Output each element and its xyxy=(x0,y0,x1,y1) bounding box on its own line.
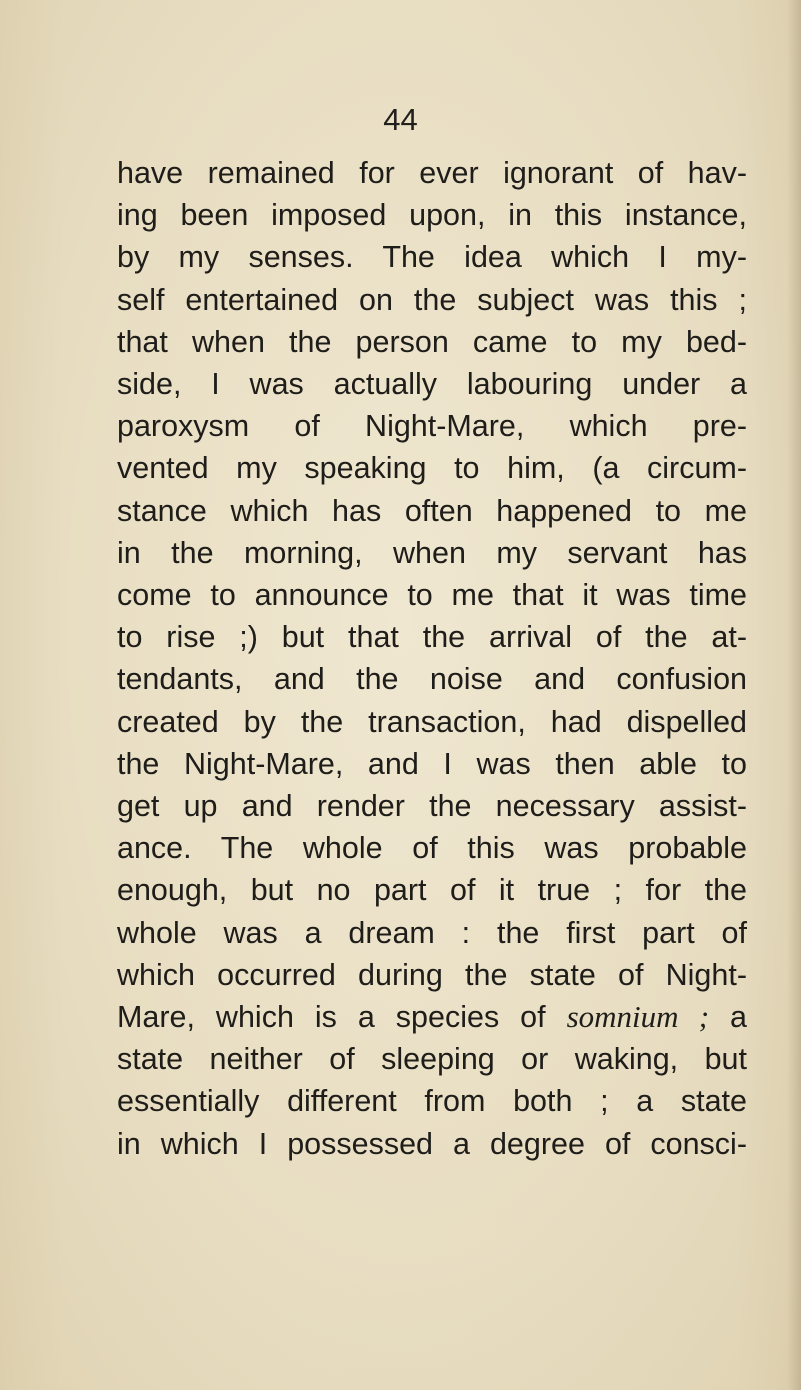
text-line: self entertained on the subject was this ; xyxy=(117,282,747,317)
text-line: the Night-Mare, and I was then able to xyxy=(117,746,747,781)
page-number: 44 xyxy=(383,102,418,137)
text-line: have remained for ever ignorant of hav- xyxy=(117,156,747,190)
text-line: side, I was actually labouring under a xyxy=(117,367,747,402)
text-line: paroxysm of Night-Mare, which pre- xyxy=(117,409,747,444)
text-line: which occurred during the state of Night- xyxy=(117,957,747,992)
text-line: by my senses. The idea which I my- xyxy=(117,240,747,275)
text-line: vented my speaking to him, (a circum- xyxy=(117,451,747,486)
text-line: in which I possessed a degree of consci- xyxy=(117,1126,747,1161)
text-line: created by the transaction, had dispelled xyxy=(117,704,747,739)
text-segment: Mare, which is a species of xyxy=(117,1000,567,1035)
text-line: tendants, and the noise and confusion xyxy=(117,662,747,697)
italic-term: somnium ; xyxy=(566,999,710,1035)
text-line-with-italic xyxy=(117,996,747,1038)
text-line: state neither of sleeping or waking, but xyxy=(117,1042,747,1077)
text-line: come to announce to me that it was time xyxy=(117,578,747,613)
text-segment: a xyxy=(709,1000,748,1035)
text-line: ing been imposed upon, in this instance, xyxy=(117,198,747,233)
text-line: enough, but no part of it true ; for the xyxy=(117,873,747,908)
text-line: essentially different from both ; a state xyxy=(117,1084,747,1119)
text-line: to rise ;) but that the arrival of the at- xyxy=(117,620,747,655)
text-line: whole was a dream : the first part of xyxy=(117,915,747,950)
text-line: get up and render the necessary assist- xyxy=(117,789,747,824)
text-line: that when the person came to my bed- xyxy=(117,324,747,359)
text-line: ance. The whole of this was probable xyxy=(117,831,747,866)
text-line: stance which has often happened to me xyxy=(117,493,747,528)
body-paragraph xyxy=(117,152,747,1165)
text-line: in the morning, when my servant has xyxy=(117,535,747,570)
page-edge-shadow xyxy=(787,0,801,1390)
